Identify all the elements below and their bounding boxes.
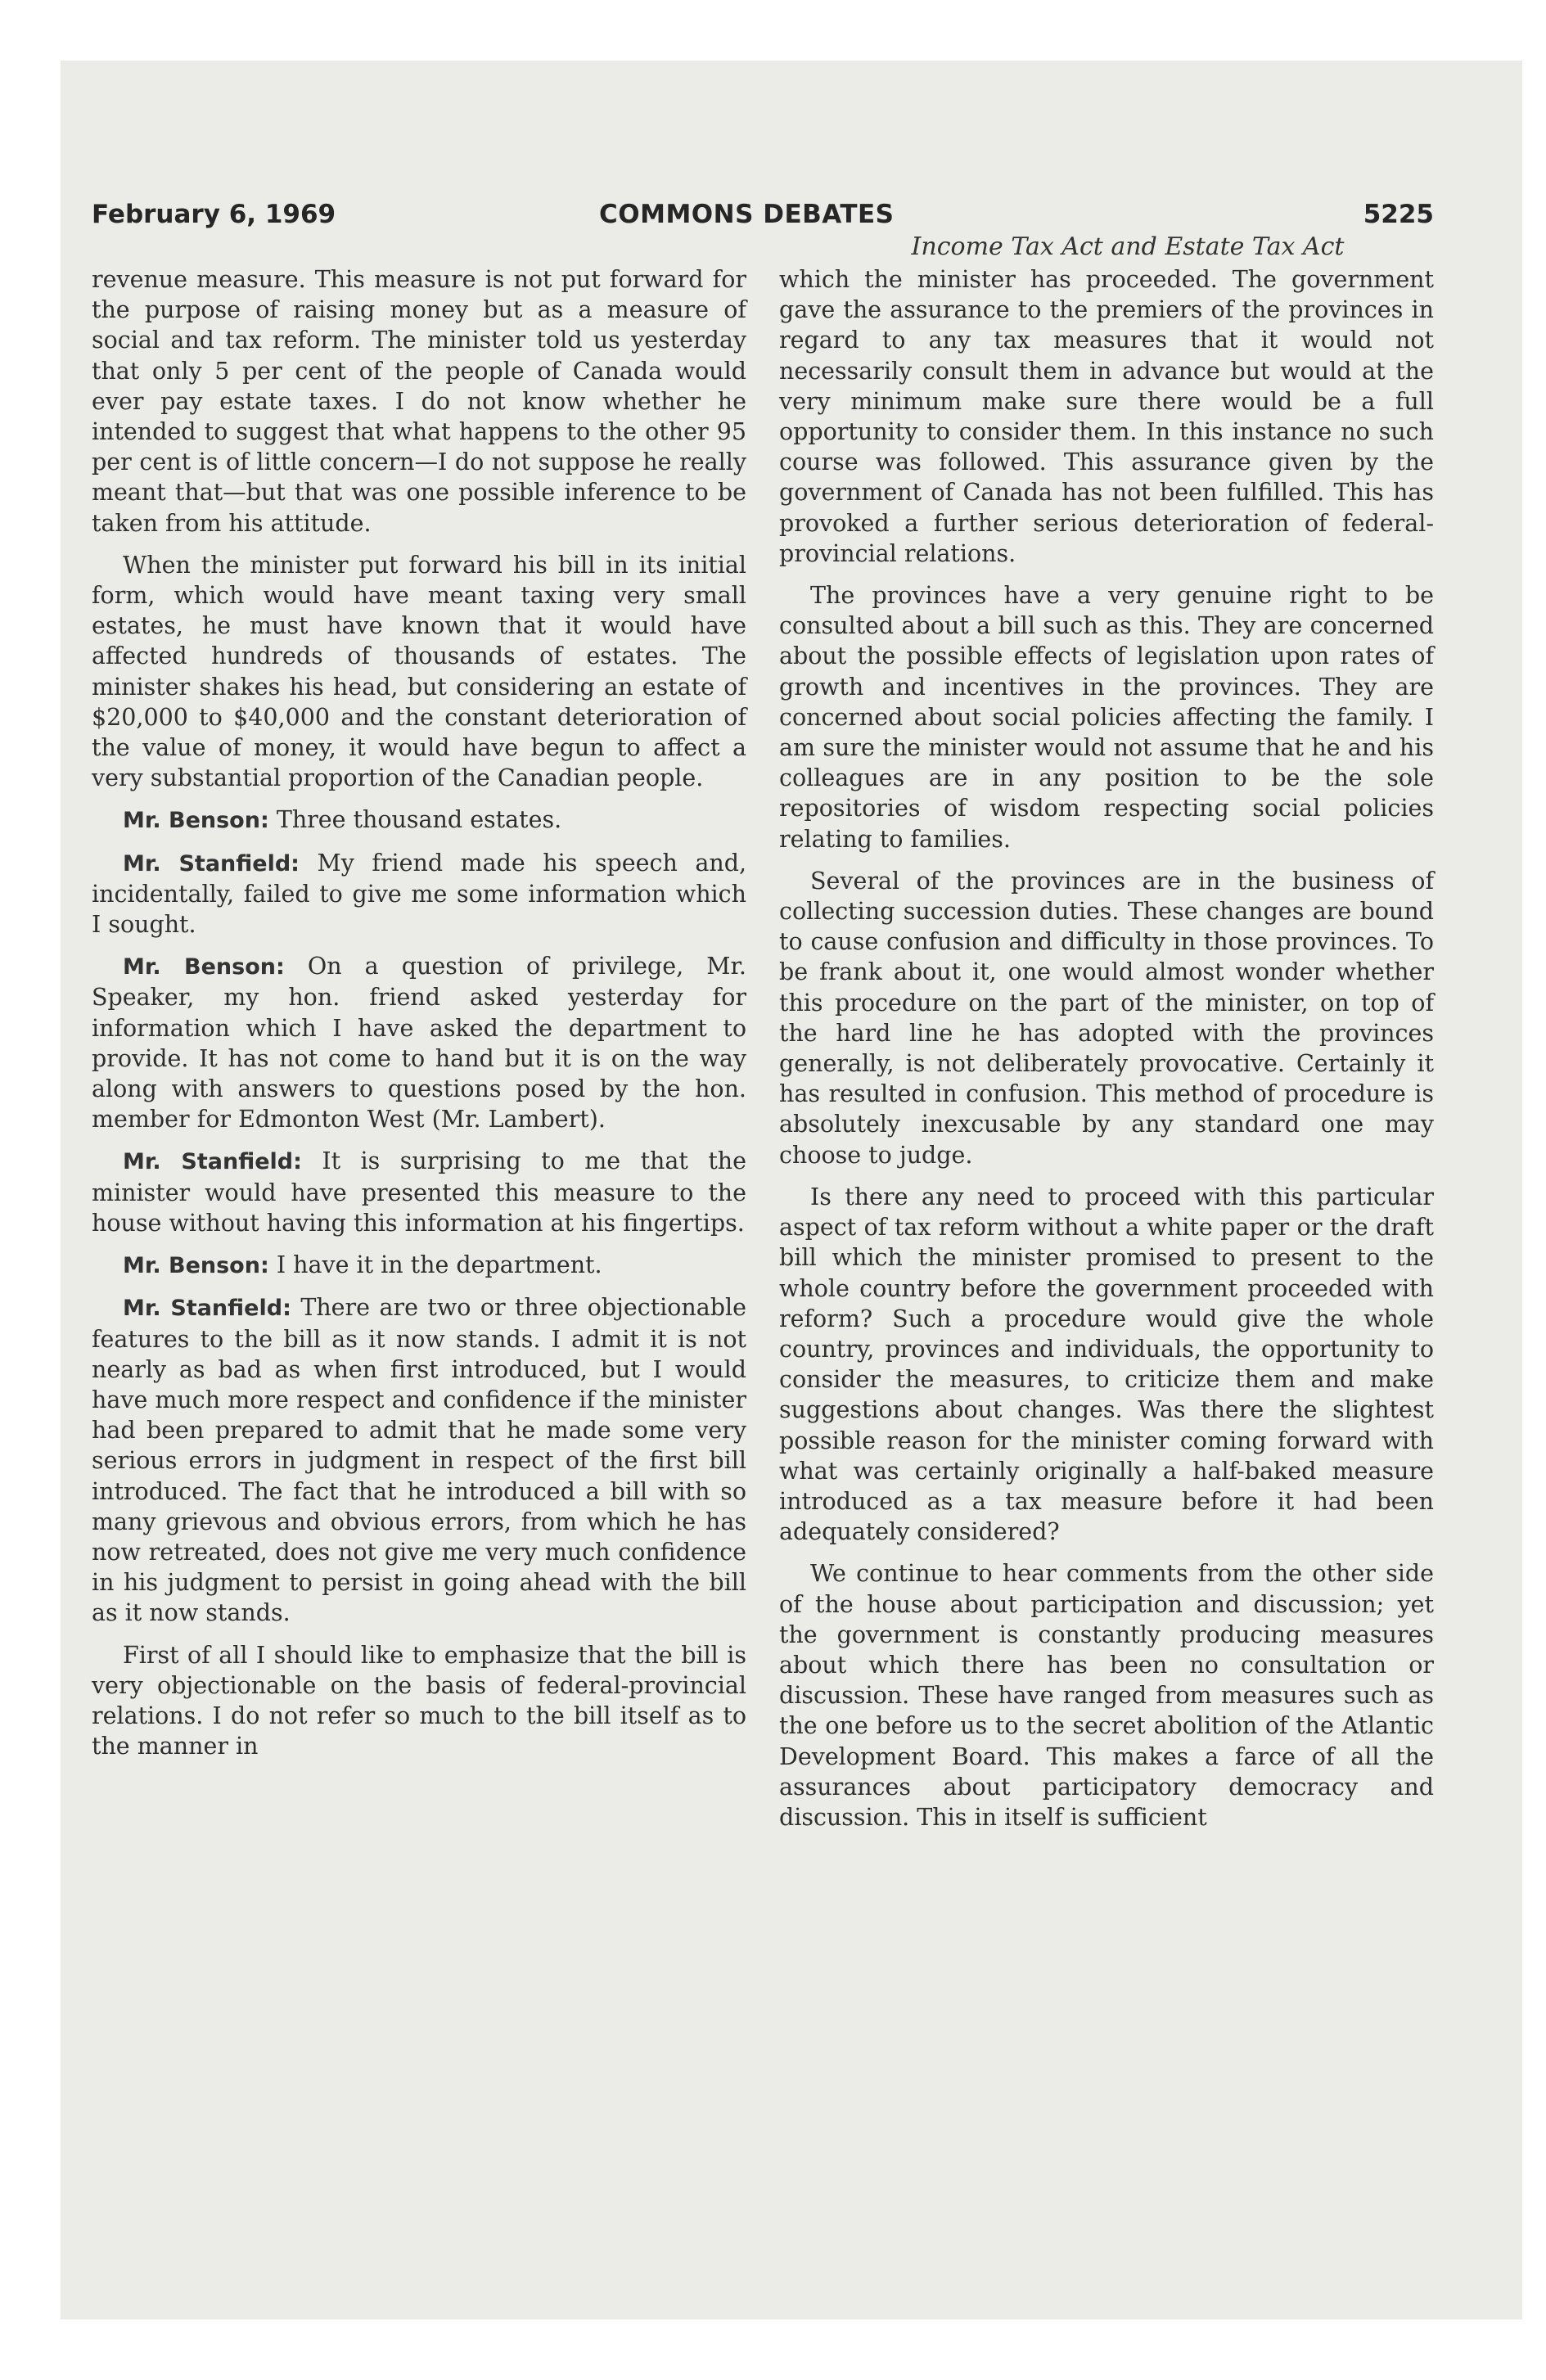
speech-paragraph (92, 848, 746, 940)
paragraph-text: The provinces have a very genuine right to be consulted about a bill such as this. They are concerned about the possible effects of legislation upon rates of growth and incentives in the provinces. They are concerned about social policies affecting the family. I am sure the minister would not assume that he and his colleagues are in any position to be the sole repositories of wisdom respecting social policies relating to families. (779, 582, 1434, 853)
left-column (92, 264, 746, 1773)
paragraph-text: Is there any need to proceed with this particular aspect of tax reform without a white paper or the draft bill which the minister promised to present to the whole country before the government proceeded with reform? Such a procedure would give the whole country, provinces and individuals, the opportunity to consider the measures, to criticize them and make suggestions about changes. Was there the slightest possible reason for the minister coming forward with what was certainly originally a half-baked measure introduced as a tax measure before it had been adequately considered? (779, 1183, 1434, 1546)
paragraph-text: When the minister put forward his bill in its initial form, which would have meant taxing very small estates, he must have known that it would have affected hundreds of thousands of estates. The minister shakes his head, but considering an estate of $20,000 to $40,000 and the constant deterioration of the value of money, it would have begun to affect a very substantial proportion of the Canadian people. (92, 551, 746, 792)
paragraph-text: revenue measure. This measure is not put forward for the purpose of raising money but as a measure of social and tax reform. The minister told us yesterday that only 5 per cent of the people of Canada would ever pay estate taxes. I do not know whether he intended to suggest that what happens to the other 95 per cent is of little concern—I do not suppose he really meant that—but that was one possible inference to be taken from his attitude. (92, 266, 746, 537)
speech-paragraph (92, 805, 746, 836)
page-header (92, 200, 1434, 236)
text-paragraph (92, 1640, 746, 1762)
speech-paragraph (92, 951, 746, 1134)
paragraph-text: On a question of privilege, Mr. Speaker, my hon. friend asked yesterday for information which I have asked the department to provide. It has not come to hand but it is on the way along with answers to questions posed by the hon. member for Edmonton West (Mr. Lambert). (92, 953, 746, 1134)
text-paragraph (779, 580, 1434, 854)
paragraph-text: There are two or three objectionable features to the bill as it now stands. I admit it is not nearly as bad as when first introduced, but I would have much more respect and confidence if the minister had been prepared to admit that he made some very serious errors in judgment in respect of the first bill introduced. The fact that he introduced a bill with so many grievous and obvious errors, from which he has now retreated, does not give me very much confidence in his judgment to persist in going ahead with the bill as it now stands. (92, 1294, 746, 1627)
speaker-name: Mr. Benson: (123, 1253, 269, 1279)
text-paragraph (92, 550, 746, 794)
speech-paragraph (92, 1292, 746, 1628)
paragraph-text: First of all I should like to emphasize that the bill is very objectionable on the basis of federal-provincial relations. I do not refer so much to the bill itself as to the manner in (92, 1641, 746, 1760)
text-paragraph (92, 264, 746, 539)
paragraph-text: Three thousand estates. (276, 806, 562, 834)
speaker-name: Mr. Benson: (123, 808, 269, 834)
speaker-name: Mr. Stanfield: (123, 1149, 302, 1175)
paragraph-text: I have it in the department. (276, 1251, 602, 1279)
text-paragraph (779, 866, 1434, 1170)
right-column (779, 264, 1434, 1844)
running-title: Income Tax Act and Estate Tax Act (911, 232, 1345, 261)
paragraph-text: It is surprising to me that the minister would have presented this measure to the house without having this information at his fingertips. (92, 1147, 746, 1237)
paragraph-text: Several of the provinces are in the business of collecting succession duties. These changes are bound to cause confusion and difficulty in those provinces. To be frank about it, one would almost wonder whether this procedure on the part of the minister, on top of the hard line he has adopted with the provinces generally, is not deliberately provocative. Certainly it has resulted in confusion. This method of procedure is absolutely inexcusable by any standard one may choose to judge. (779, 867, 1434, 1169)
text-paragraph (779, 1182, 1434, 1547)
speaker-name: Mr. Stanfield: (123, 850, 300, 877)
speech-paragraph (92, 1250, 746, 1281)
page-number: 5225 (1363, 200, 1434, 229)
text-paragraph (779, 264, 1434, 569)
header-date: February 6, 1969 (92, 200, 336, 229)
debates-page (92, 200, 1434, 1831)
speech-paragraph (92, 1146, 746, 1238)
paragraph-text: My friend made his speech and, incidentally, failed to give me some information which I sought. (92, 849, 747, 939)
paragraph-text: which the minister has proceeded. The government gave the assurance to the premiers of the provinces in regard to any tax measures that it would not necessarily consult them in advance but would at the very minimum make sure there would be a full opportunity to consider them. In this instance no such course was followed. This assurance given by the government of Canada has not been fulfilled. This has provoked a further serious deterioration of federal-provincial relations. (779, 266, 1434, 567)
header-title: COMMONS DEBATES (599, 200, 895, 229)
speaker-name: Mr. Benson: (123, 954, 285, 980)
paragraph-text: We continue to hear comments from the other side of the house about participation and discussion; yet the government is constantly producing measures about which there has been no consultation or discussion. These have ranged from measures such as the one before us to the secret abolition of the Atlantic Development Board. This makes a farce of all the assurances about participatory democracy and discussion. This in itself is sufficient (779, 1560, 1434, 1831)
text-paragraph (779, 1558, 1434, 1832)
speaker-name: Mr. Stanfield: (123, 1296, 291, 1322)
